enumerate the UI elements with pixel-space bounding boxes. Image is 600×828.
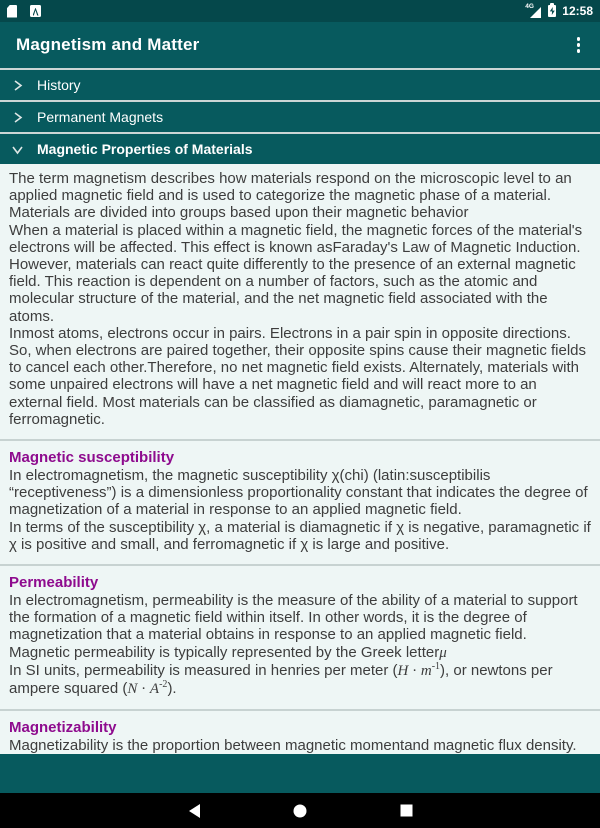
home-button[interactable]	[290, 801, 310, 821]
section-heading-permeability: Permeability	[9, 574, 99, 592]
chevron-down-icon	[10, 142, 25, 157]
status-bar	[0, 0, 600, 22]
magnetizability-paragraph: Magnetizability is the proportion between magnetic momentand magnetic flux density.	[9, 737, 577, 755]
status-bar-notifications	[7, 5, 41, 18]
mu-symbol: μ	[439, 644, 447, 661]
accordion-item-magnetic-properties[interactable]	[0, 132, 600, 164]
page-title: Magnetism and Matter	[16, 35, 200, 54]
susceptibility-paragraph: In terms of the susceptibility χ, a material is diamagnetic if χ is negative, paramagnetic if χ is positive and small, and ferromagnetic if χ is large and positive.	[9, 518, 591, 553]
back-triangle-icon	[187, 803, 202, 819]
unit-newtons-per-ampere-squared: $N \cdot A^{-2}$	[127, 679, 168, 698]
section-divider	[0, 709, 600, 711]
recents-button[interactable]	[396, 801, 416, 821]
app-bar	[0, 22, 600, 68]
susceptibility-paragraph: In electromagnetism, the magnetic susceptibility χ(chi) (latin:susceptibilis “receptiveness”) is a dimensionless proportionality constant that indicates the degree of magnetization of a material in response to an applied magnetic field.	[9, 467, 588, 519]
section-heading-magnetizability: Magnetizability	[9, 719, 117, 737]
intro-paragraph: When a material is placed within a magnetic field, the magnetic forces of the material's electrons will be affected. This effect is known asFaraday's Law of Magnetic Induction. However, materials can react quite differently to the presence of an external magnetic field. This reaction is dependent on a number of factors, such as the atomic and molecular structure of the material, and the net magnetic field associated with the atoms.	[9, 221, 583, 325]
accordion-item-label: History	[37, 77, 81, 93]
signal-triangle-icon	[530, 7, 541, 18]
intro-paragraph: Inmost atoms, electrons occur in pairs. Electrons in a pair spin in opposite directions. So, when electrons are paired together, their opposite spins cause their magnetic fields to cancel each other.Therefore, no net magnetic field exists. Alternately, materials with some unpaired electrons will have a net magnetic field and will react more to an external field. Most materials can be classified as diamagnetic, paramagnetic or ferromagnetic.	[9, 324, 587, 428]
back-button[interactable]	[184, 801, 204, 821]
battery-charging-icon	[548, 5, 556, 17]
app-notification-glyph	[33, 8, 39, 16]
status-time: 12:58	[562, 4, 593, 18]
accordion-item-permanent-magnets[interactable]	[0, 100, 600, 132]
footer-strip	[0, 754, 600, 793]
text-segment: ).	[167, 680, 177, 698]
text-segment: In SI units, permeability is measured in henries per meter (	[9, 661, 398, 679]
chevron-right-icon	[10, 78, 25, 93]
network-type-label: 4G	[525, 3, 534, 10]
section-heading-susceptibility: Magnetic susceptibility	[9, 449, 175, 467]
accordion-item-label: Magnetic Properties of Materials	[37, 141, 253, 157]
navigation-bar	[0, 793, 600, 828]
permeability-si-units-paragraph	[9, 662, 591, 698]
app-notification-icon	[30, 5, 41, 17]
permeability-paragraph	[9, 644, 591, 662]
cellular-signal-icon	[525, 4, 541, 18]
chevron-right-icon	[10, 110, 25, 125]
file-notification-icon	[7, 5, 17, 18]
article-scroll-area[interactable]	[0, 164, 600, 754]
unit-henries-per-meter: $H \cdot m^{-1}$	[397, 660, 441, 679]
status-bar-system	[525, 4, 593, 18]
permeability-paragraph: In electromagnetism, permeability is the measure of the ability of a material to support the formation of a magnetic field within itself. In other words, it is the degree of magnetization that a material obtains in response to an applied magnetic field.	[9, 592, 578, 644]
section-divider	[0, 564, 600, 566]
accordion-item-history[interactable]	[0, 68, 600, 100]
text-segment: ), or newtons per ampere squared (	[9, 661, 553, 698]
charging-bolt-icon	[550, 7, 555, 15]
home-circle-icon	[293, 804, 307, 818]
section-divider	[0, 439, 600, 441]
text-segment: Magnetic permeability is typically represented by the Greek letter	[9, 643, 440, 661]
accordion-item-label: Permanent Magnets	[37, 109, 164, 125]
intro-paragraph: The term magnetism describes how materials respond on the microscopic level to an applied magnetic field and is used to categorize the magnetic phase of a material. Materials are divided into groups based upon their magnetic behavior	[9, 170, 572, 222]
recents-square-icon	[400, 804, 413, 817]
overflow-menu-icon[interactable]	[573, 31, 585, 59]
